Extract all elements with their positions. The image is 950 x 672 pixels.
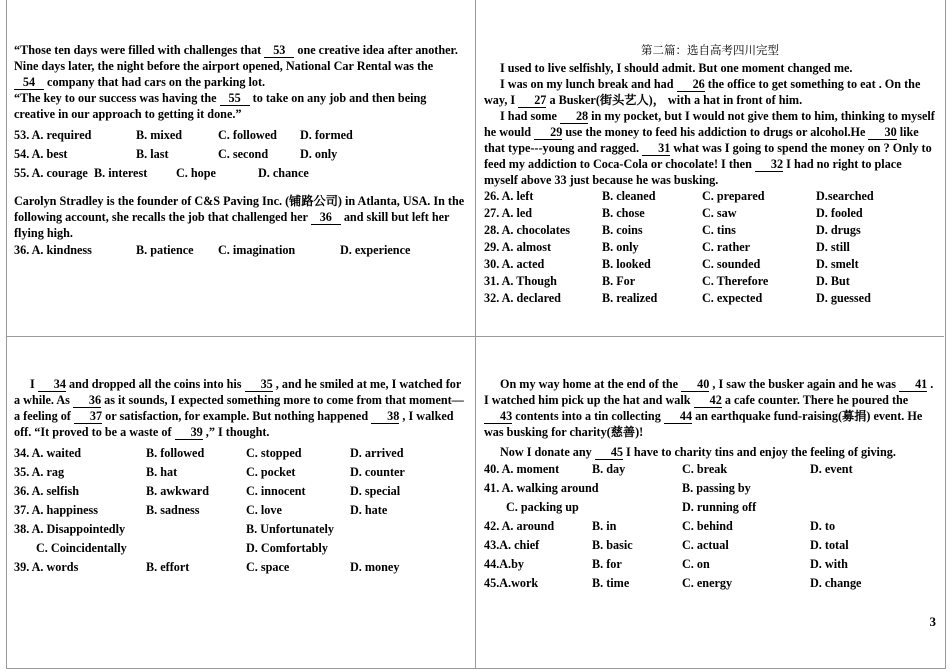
option-row: 41. A. walking around B. passing by (484, 481, 751, 495)
option-row: 30. A. acted B. looked C. sounded D. smelt (484, 257, 859, 271)
option-row: 54. A. best B. last C. second D. only (14, 147, 338, 161)
quadrant-top-left (14, 42, 466, 260)
quadrant-bottom-right (484, 376, 936, 593)
blank-37: 37 (74, 410, 102, 424)
option-row: 32. A. declared B. realized C. expected D. guessed (484, 291, 871, 305)
blank-41: 41 (899, 378, 927, 392)
passage-paragraph: I 34 and dropped all the coins into his 35 , and he smiled at me, I watched for a while. As 36 as it sounds, I expected something more to come from that moment—a feeling of 37 or satisfaction, for example. But nothing happened 38 , I walked off. “It proved to be a waste of 39 ,” I thought. (14, 377, 464, 439)
blank-42: 42 (694, 394, 722, 408)
option-row: 35. A. rag B. hat C. pocket D. counter (14, 465, 405, 479)
blank-44: 44 (664, 410, 692, 424)
option-row: C. Coincidentally D. Comfortably (36, 541, 328, 555)
option-row: 39. A. words B. effort C. space D. money (14, 560, 400, 574)
blank-28: 28 (560, 110, 588, 124)
option-row: 43.A. chief B. basic C. actual D. total (484, 538, 849, 552)
blank-31: 31 (642, 142, 670, 156)
passage-paragraph: “The key to our success was having the 55 to take on any job and then being creative in our approach to getting it done.” (14, 91, 427, 121)
option-row: 26. A. left B. cleaned C. prepared D.searched (484, 189, 874, 203)
option-row: 31. A. Though B. For C. Therefore D. But (484, 274, 850, 288)
option-row: 28. A. chocolates B. coins C. tins D. drugs (484, 223, 861, 237)
option-row: 34. A. waited B. followed C. stopped D. arrived (14, 446, 404, 460)
option-row: 55. A. courage B. interest C. hope D. chance (14, 166, 309, 180)
section-title: 第二篇：选自高考四川完型 (641, 43, 779, 57)
option-row: 44.A.by B. for C. on D. with (484, 557, 848, 571)
passage-paragraph: I used to live selfishly, I should admit. But one moment changed me. (500, 61, 853, 75)
blank-38: 38 (371, 410, 399, 424)
option-row: 53. A. required B. mixed C. followed D. formed (14, 128, 353, 142)
blank-34: 34 (38, 378, 66, 392)
blank-36: 36 (311, 211, 341, 225)
blank-54: 54 (14, 76, 44, 90)
passage-paragraph: “Those ten days were filled with challenges that 53 one creative idea after another. Nine days later, the night before the airport opened, National Car Rental was the 54 company that had cars on the parking lot. (14, 43, 458, 89)
blank-30: 30 (868, 126, 896, 140)
option-row: 45.A.work B. time C. energy D. change (484, 576, 862, 590)
option-row: 29. A. almost B. only C. rather D. still (484, 240, 850, 254)
blank-53: 53 (264, 44, 294, 58)
option-row: 37. A. happiness B. sadness C. love D. hate (14, 503, 388, 517)
blank-39: 39 (175, 426, 203, 440)
option-row: C. packing up D. running off (506, 500, 757, 514)
option-row: 36. A. kindness B. patience C. imagination D. experience (14, 243, 411, 257)
horizontal-divider (6, 336, 944, 337)
passage-paragraph: I was on my lunch break and had 26 the office to get something to eat . On the way, I 27 a Busker(街头艺人)， with a hat in front of him. (484, 77, 921, 107)
blank-27: 27 (518, 94, 546, 108)
blank-29: 29 (534, 126, 562, 140)
passage-paragraph: On my way home at the end of the 40 , I saw the busker again and he was 41 . I watched him pick up the hat and walk 42 a cafe counter. There he poured the 43 contents into a tin collecting 44 an earthquake fund-raising(募捐) event. He was busking for charity(慈善)! (484, 377, 934, 439)
blank-36: 36 (73, 394, 101, 408)
quadrant-bottom-left (14, 376, 466, 577)
blank-45: 45 (595, 446, 623, 460)
passage-paragraph: Carolyn Stradley is the founder of C&S Paving Inc. (铺路公司) in Atlanta, USA. In the following account, she recalls the job that challenged her 36 and skill but left her flying high. (14, 194, 465, 240)
option-row: 40. A. moment B. day C. break D. event (484, 462, 853, 476)
blank-32: 32 (755, 158, 783, 172)
option-row: 38. A. Disappointedly B. Unfortunately (14, 522, 335, 536)
option-row: 42. A. around B. in C. behind D. to (484, 519, 836, 533)
option-row: 27. A. led B. chose C. saw D. fooled (484, 206, 863, 220)
blank-35: 35 (245, 378, 273, 392)
quadrant-top-right (484, 42, 936, 307)
blank-26: 26 (677, 78, 705, 92)
passage-paragraph: I had some 28 in my pocket, but I would not give them to him, thinking to myself he would 29 use the money to feed his addiction to drugs or alcohol.He 30 like that type---young and ragged. 31 what was I going to spend the money on ? Only to feed my addiction to Coca-Cola or chocolate! I then 32 I had no right to place myself above 33 just because he was busking. (484, 109, 935, 187)
blank-40: 40 (681, 378, 709, 392)
vertical-divider (475, 0, 476, 668)
option-row: 36. A. selfish B. awkward C. innocent D. special (14, 484, 401, 498)
blank-55: 55 (220, 92, 250, 106)
blank-43: 43 (484, 410, 512, 424)
passage-paragraph: Now I donate any 45 I have to charity tins and enjoy the feeling of giving. (500, 445, 896, 459)
page-number: 3 (929, 614, 936, 629)
